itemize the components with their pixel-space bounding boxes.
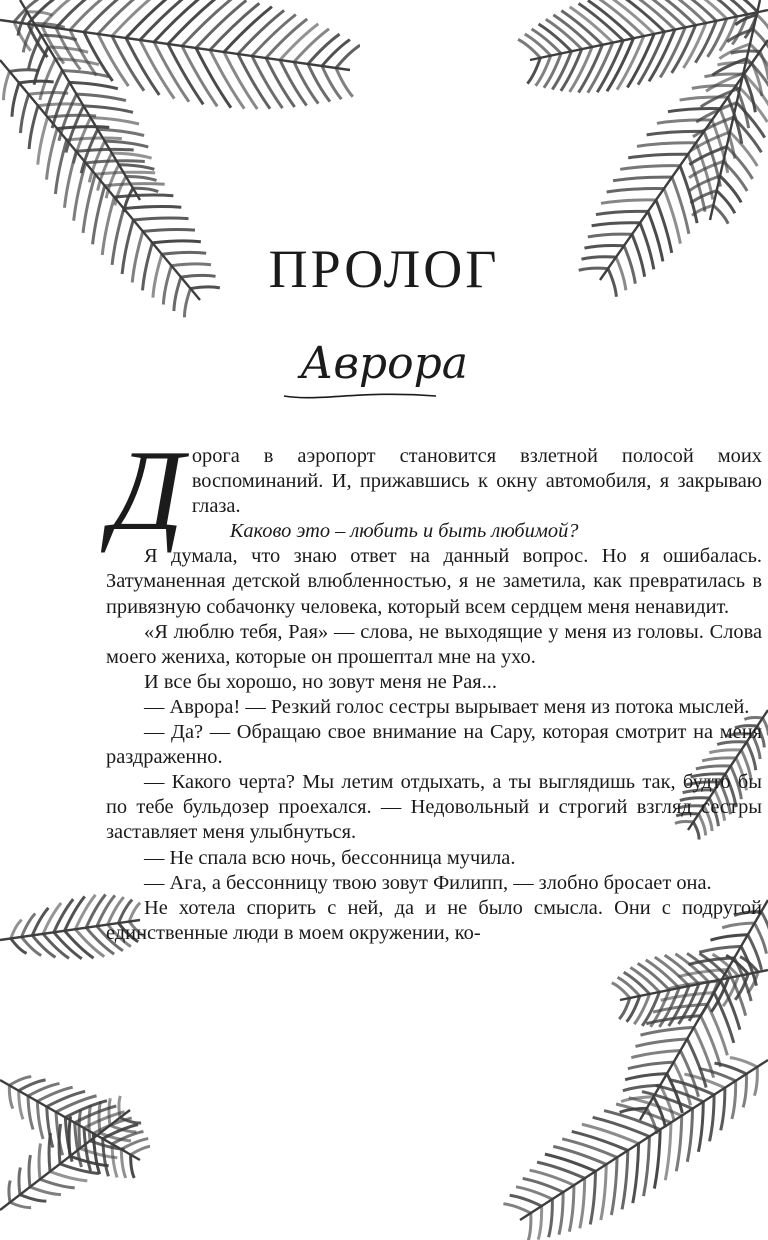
- paragraph: — Аврора! — Резкий голос сестры вырывает меня из потока мыслей.: [144, 695, 750, 718]
- paragraph: Каково это – любить и быть любимой?: [229, 520, 579, 543]
- paragraph: «Я люблю тебя, Рая» — слова, не выходящие у меня из головы. Слова моего жениха, которые он прошептал мне на ухо.: [106, 620, 762, 668]
- first-paragraph-text: орога в аэропорт становится взлетной полосой моих воспоминаний. И, прижавшись к окну автомобиля, я закрываю глаза.: [191, 445, 762, 518]
- chapter-subtitle: Аврора: [300, 338, 468, 389]
- paragraph: — Ага, а бессонницу твою зовут Филипп, — злобно бросает она.: [144, 871, 712, 894]
- paragraph: Я думала, что знаю ответ на данный вопрос. Но я ошибалась. Затуманенная детской влюбленностью, я не заметила, как превратилась в привязную собачонку человека, который всем сердцем меня ненавидит.: [106, 545, 762, 618]
- paragraph: — Не спала всю ночь, бессонница мучила.: [144, 846, 516, 869]
- chapter-title: ПРОЛОГ: [268, 239, 500, 299]
- paragraphs: [106, 519, 762, 946]
- paragraph: — Да? — Обращаю свое внимание на Сару, которая смотрит на меня раздраженно.: [106, 721, 762, 769]
- paragraph: И все бы хорошо, но зовут меня не Рая...: [144, 670, 497, 693]
- drop-cap: Д: [110, 427, 184, 555]
- flourish-icon: [280, 390, 440, 402]
- paragraph: — Какого черта? Мы летим отдыхать, а ты выглядишь так, будто бы по тебе бульдозер проехался. — Недовольный и строгий взгляд сестры заставляет меня улыбнуться.: [106, 771, 762, 844]
- paragraph: Не хотела спорить с ней, да и не было смысла. Они с подругой единственные люди в моем окружении, ко-: [106, 896, 762, 944]
- body-text: [106, 427, 762, 946]
